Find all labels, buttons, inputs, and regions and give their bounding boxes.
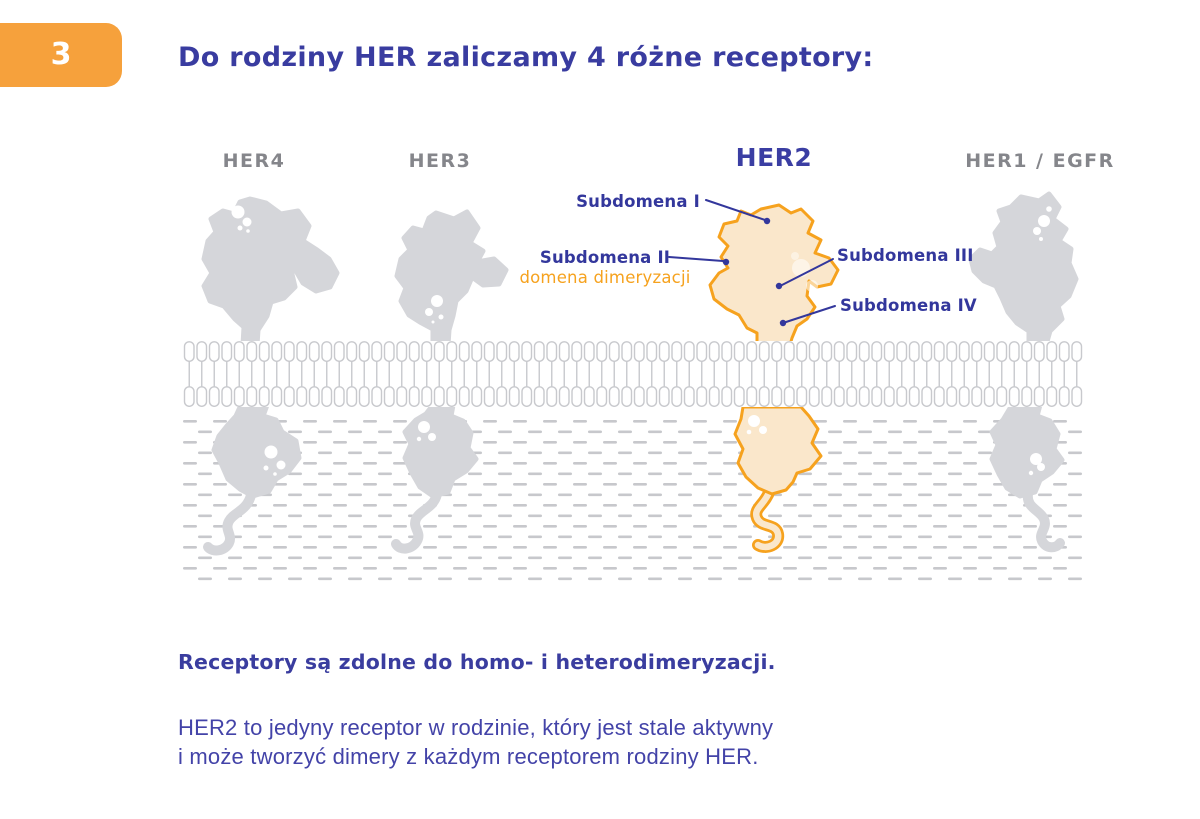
page-title: Do rodziny HER zaliczamy 4 różne receptory: [178,42,874,73]
her2-extracellular-shape [710,205,838,345]
cell-membrane [183,341,1083,407]
slide-number-badge: 3 [0,23,122,87]
her1-extracellular-shape [971,194,1076,345]
her4-extracellular-shape [204,199,337,345]
cytoplasm-dash-field [183,418,1083,582]
annotation-subdomain-4: Subdomena IV [840,296,977,315]
receptor-label-her3: HER3 [408,150,472,172]
receptor-label-her4: HER4 [222,150,286,172]
annotation-subdomain-2 [515,248,695,287]
footer-paragraph [178,713,773,771]
footer-paragraph-line2: i może tworzyć dimery z każdym receptorem rodziny HER. [178,744,759,769]
annotation-subdomain-2-title: Subdomena II [539,248,671,267]
annotation-subdomain-3: Subdomena III [837,246,974,265]
footer-paragraph-line1: HER2 to jedyny receptor w rodzinie, który jest stale aktywny [178,715,774,740]
receptor-label-her1-egfr: HER1 / EGFR [965,150,1115,172]
her3-extracellular-shape [397,212,506,345]
annotation-subdomain-1: Subdomena I [576,192,700,211]
receptor-label-her2: HER2 [735,143,813,172]
footer-statement: Receptory są zdolne do homo- i heterodimeryzacji. [178,650,776,674]
annotation-subdomain-2-subtitle: domena dimeryzacji [519,268,691,287]
